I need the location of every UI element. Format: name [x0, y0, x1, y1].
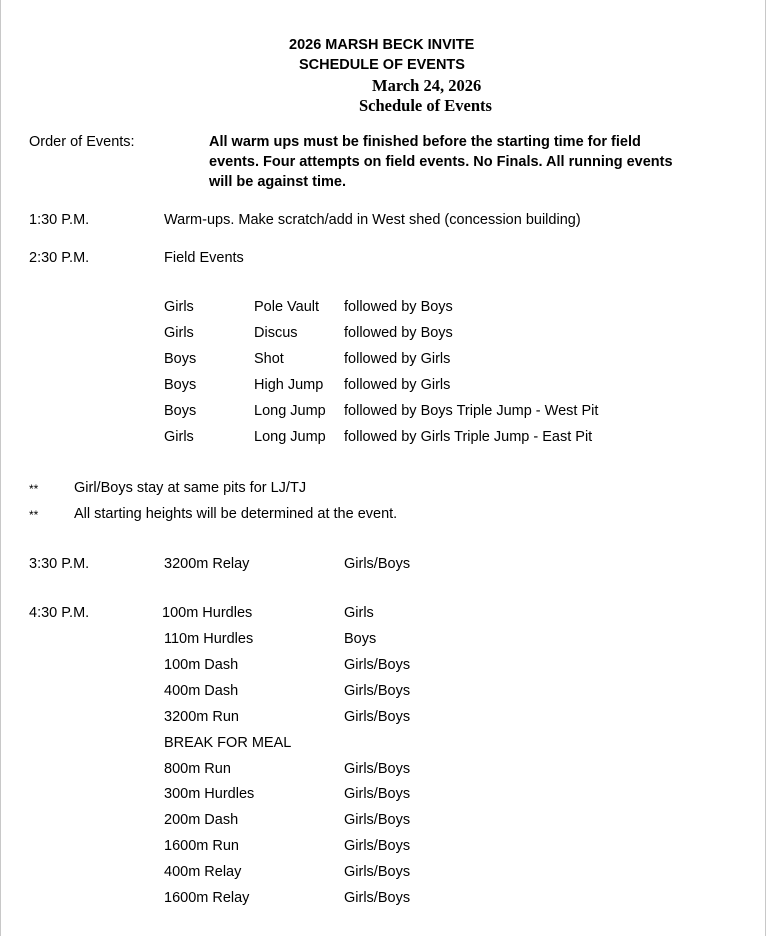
field-time: 2:30 P.M.: [29, 250, 90, 266]
running-event: 110m Hurdles: [164, 631, 254, 647]
running-time: 4:30 P.M.: [29, 605, 90, 621]
running-gender: Girls/Boys: [344, 838, 411, 854]
running-gender: Girls/Boys: [344, 657, 411, 673]
running-gender: Girls/Boys: [344, 812, 411, 828]
running-event: 1600m Relay: [164, 890, 250, 906]
warmup-time: 1:30 P.M.: [29, 212, 90, 228]
running-gender: Girls/Boys: [344, 709, 411, 725]
note-marker: **: [29, 482, 39, 496]
schedule-subtitle: Schedule of Events: [359, 96, 492, 115]
running-gender: Girls/Boys: [344, 786, 411, 802]
field-event: Pole Vault: [254, 299, 320, 315]
note-text: Girl/Boys stay at same pits for LJ/TJ: [74, 480, 307, 496]
meet-date: March 24, 2026: [372, 76, 482, 95]
schedule-heading: SCHEDULE OF EVENTS: [299, 57, 465, 73]
relay-time: 3:30 P.M.: [29, 556, 90, 572]
running-event: 200m Dash: [164, 812, 239, 828]
relay-gender: Girls/Boys: [344, 556, 411, 572]
field-follow: followed by Girls: [344, 377, 451, 393]
order-instructions: All warm ups must be finished before the starting time for field events. Four attempts on field events. No Finals. All running events will be against time.: [209, 134, 673, 190]
running-event: 3200m Run: [164, 709, 239, 725]
running-event: 100m Dash: [164, 657, 239, 673]
running-event: 300m Hurdles: [164, 786, 255, 802]
running-gender: Boys: [344, 631, 377, 647]
field-gender: Girls: [164, 299, 194, 315]
field-event: Long Jump: [254, 429, 326, 445]
field-gender: Boys: [164, 403, 197, 419]
field-gender: Boys: [164, 351, 197, 367]
running-event: 800m Run: [164, 761, 231, 777]
field-gender: Girls: [164, 325, 194, 341]
running-gender: Girls: [344, 605, 374, 621]
field-title: Field Events: [164, 250, 244, 266]
field-event: Long Jump: [254, 403, 326, 419]
field-event: High Jump: [254, 377, 324, 393]
note-marker: **: [29, 508, 39, 522]
field-follow: followed by Boys: [344, 325, 453, 341]
field-follow: followed by Boys Triple Jump - West Pit: [344, 403, 599, 419]
running-event: 400m Relay: [164, 864, 242, 880]
meet-title: 2026 MARSH BECK INVITE: [289, 37, 475, 53]
running-event: 100m Hurdles: [162, 605, 253, 621]
running-event: 1600m Run: [164, 838, 239, 854]
running-gender: Girls/Boys: [344, 864, 411, 880]
field-gender: Boys: [164, 377, 197, 393]
field-gender: Girls: [164, 429, 194, 445]
meal-break: BREAK FOR MEAL: [164, 735, 292, 751]
running-event: 400m Dash: [164, 683, 239, 699]
field-follow: followed by Girls Triple Jump - East Pit: [344, 429, 593, 445]
field-event: Discus: [254, 325, 298, 341]
relay-event: 3200m Relay: [164, 556, 250, 572]
running-gender: Girls/Boys: [344, 890, 411, 906]
running-gender: Girls/Boys: [344, 761, 411, 777]
running-gender: Girls/Boys: [344, 683, 411, 699]
note-text: All starting heights will be determined at the event.: [74, 506, 398, 522]
field-event: Shot: [254, 351, 284, 367]
warmup-text: Warm-ups. Make scratch/add in West shed (concession building): [164, 212, 581, 228]
field-follow: followed by Girls: [344, 351, 451, 367]
field-follow: followed by Boys: [344, 299, 453, 315]
order-label: Order of Events:: [29, 134, 135, 150]
